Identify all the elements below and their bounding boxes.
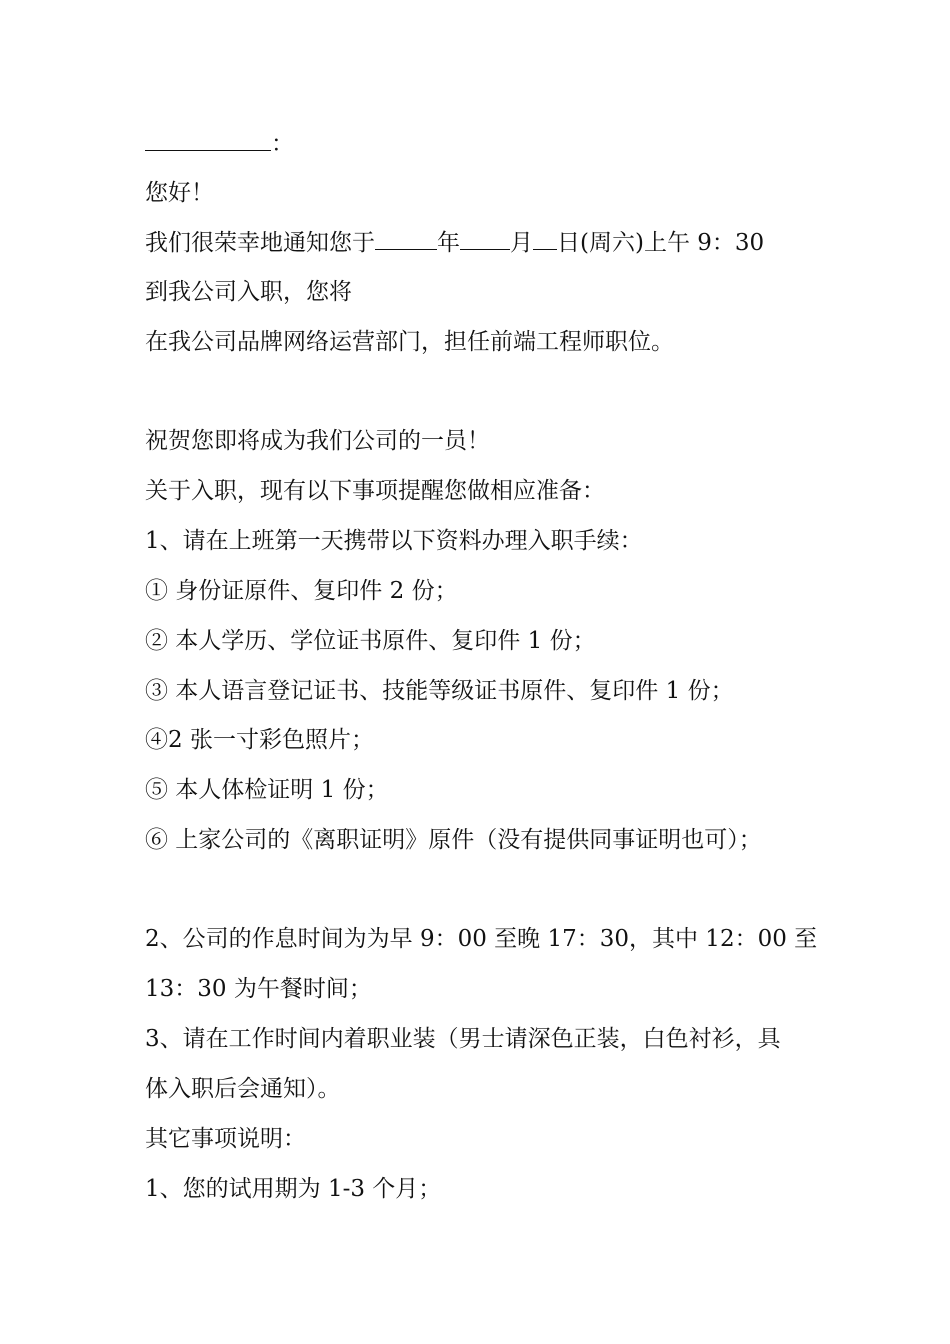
salutation-line [145, 128, 825, 159]
greeting: 您好！ [145, 180, 214, 206]
item-3-line-2: 体入职后会通知）。 [145, 1076, 341, 1102]
year-blank [375, 227, 437, 250]
recipient-name-blank [145, 128, 271, 151]
item-1-title: 1、请在上班第一天携带以下资料办理入职手续： [145, 528, 643, 554]
intro-line-3: 在我公司品牌网络运营部门，担任前端工程师职位。 [145, 329, 674, 355]
document-item-2: ② 本人学历、学位证书原件、复印件 1 份； [145, 628, 596, 654]
month-unit: 月 [510, 230, 533, 256]
document-item-5: ⑤ 本人体检证明 1 份； [145, 777, 389, 803]
year-unit: 年 [437, 230, 460, 256]
other-title: 其它事项说明： [145, 1126, 306, 1152]
intro-suffix: (周六)上午 9：30 [580, 230, 765, 256]
intro-prefix: 我们很荣幸地通知您于 [145, 230, 375, 256]
day-blank [533, 227, 557, 250]
intro-line-2: 到我公司入职，您将 [145, 279, 352, 305]
item-2-line-1: 2、公司的作息时间为为早 9：00 至晚 17：30，其中 12：00 至 [145, 926, 818, 952]
other-item-1: 1、您的试用期为 1-3 个月； [145, 1176, 442, 1202]
item-3-line-1: 3、请在工作时间内着职业装（男士请深色正装，白色衬衫，具 [145, 1026, 781, 1052]
day-unit: 日 [557, 230, 580, 256]
document-item-1: ① 身份证原件、复印件 2 份； [145, 578, 458, 604]
document-item-3: ③ 本人语言登记证书、技能等级证书原件、复印件 1 份； [145, 678, 734, 704]
item-2-line-2: 13：30 为午餐时间； [145, 976, 372, 1002]
month-blank [460, 227, 510, 250]
congrats-line: 祝贺您即将成为我们公司的一员！ [145, 428, 490, 454]
intro-line-1 [145, 227, 825, 258]
document-item-6: ⑥ 上家公司的《离职证明》原件（没有提供同事证明也可）； [145, 827, 762, 853]
prep-intro-line: 关于入职，现有以下事项提醒您做相应准备： [145, 478, 605, 504]
document-item-4: ④2 张一寸彩色照片； [145, 727, 374, 753]
salutation-colon: ： [271, 131, 294, 157]
